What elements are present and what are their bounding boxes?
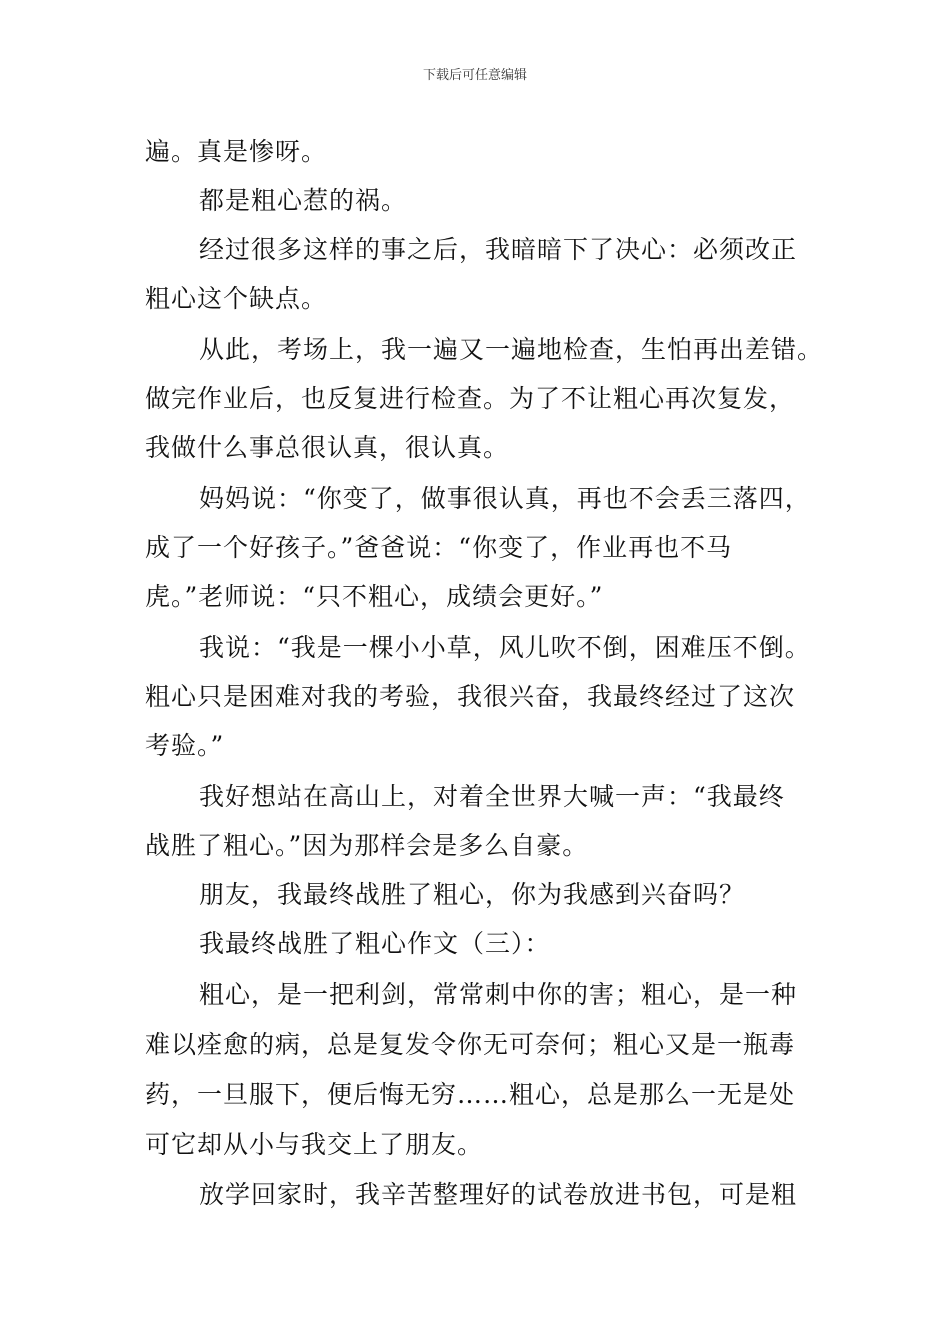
text-line: 粗心这个缺点。 (145, 284, 328, 313)
text-line: 从此，考场上，我一遍又一遍地检查，生怕再出差错。 (199, 335, 824, 364)
text-line: 经过很多这样的事之后，我暗暗下了决心：必须改正 (199, 235, 798, 264)
text-line: 考验。” (145, 731, 225, 760)
text-line: 虎。”老师说：“只不粗心，成绩会更好。” (145, 582, 604, 611)
text-line: 我说：“我是一棵小小草，风儿吹不倒，困难压不倒。 (199, 633, 811, 662)
text-line: 我做什么事总很认真，很认真。 (145, 433, 510, 462)
text-line: 我最终战胜了粗心作文（三）： (199, 929, 551, 958)
text-line: 粗心只是困难对我的考验，我很兴奋，我最终经过了这次 (145, 682, 796, 711)
page-header: 下载后可任意编辑 (422, 68, 527, 83)
text-line: 药，一旦服下，便后悔无穷……粗心，总是那么一无是处 (145, 1080, 796, 1109)
text-line: 做完作业后，也反复进行检查。为了不让粗心再次复发， (145, 384, 796, 413)
text-line: 粗心，是一把利剑，常常刺中你的害；粗心，是一种 (199, 980, 798, 1009)
text-line: 战胜了粗心。”因为那样会是多么自豪。 (145, 831, 589, 860)
text-line: 我好想站在高山上，对着全世界大喊一声：“我最终 (199, 782, 785, 811)
text-line: 可它却从小与我交上了朋友。 (145, 1130, 484, 1159)
text-line: 朋友，我最终战胜了粗心，你为我感到兴奋吗？ (199, 880, 746, 909)
text-line: 遍。真是惨呀。 (145, 137, 328, 166)
text-line: 都是粗心惹的祸。 (199, 186, 408, 215)
text-line: 妈妈说：“你变了，做事很认真，再也不会丢三落四， (199, 484, 811, 513)
text-line: 成了一个好孩子。”爸爸说：“你变了，作业再也不马 (145, 533, 733, 562)
text-line: 难以痊愈的病，总是复发令你无可奈何；粗心又是一瓶毒 (145, 1030, 796, 1059)
text-line: 放学回家时，我辛苦整理好的试卷放进书包，可是粗 (199, 1180, 798, 1209)
